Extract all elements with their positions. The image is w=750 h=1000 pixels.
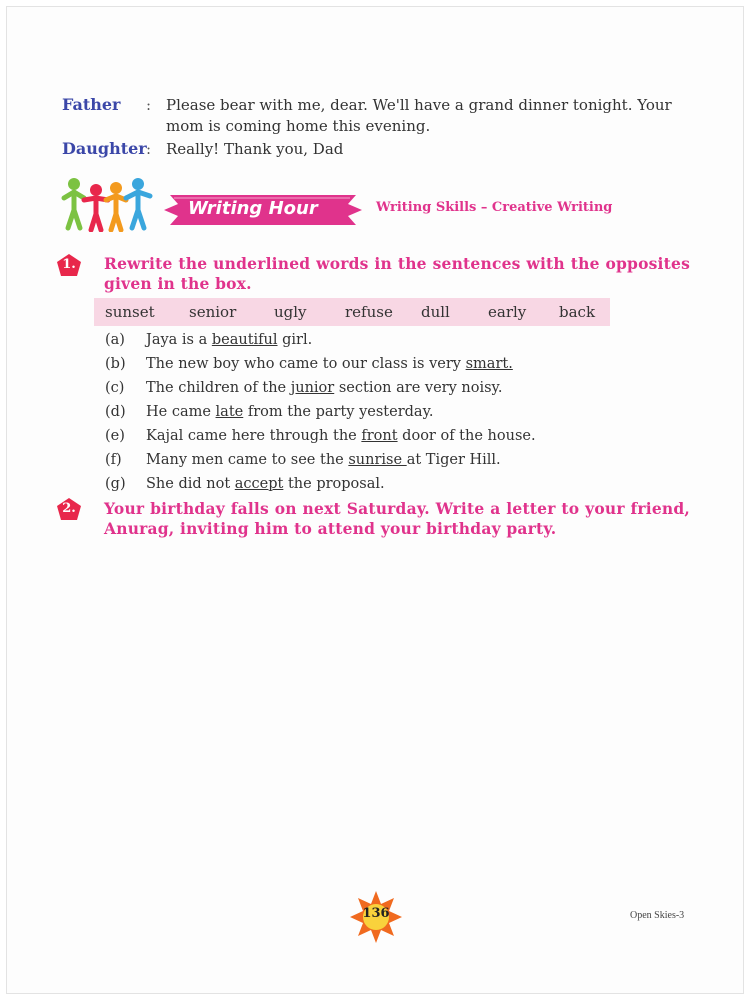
writing-skills-heading: Writing Skills – Creative Writing (376, 200, 613, 215)
question-number-2: 2. (62, 501, 76, 516)
item-label: (a) (105, 332, 125, 348)
speaker-father: Father (62, 95, 121, 114)
item-label: (g) (105, 476, 126, 492)
question-number-1: 1. (62, 257, 76, 272)
book-title-footer: Open Skies-3 (630, 910, 685, 921)
question-1-line-1: Rewrite the underlined words in the sentences with the opposites (104, 254, 690, 273)
underlined-word: sunrise (348, 452, 407, 468)
underlined-word: smart. (465, 356, 513, 372)
speaker-daughter: Daughter (62, 139, 147, 158)
item-sentence: The children of the junior section are very noisy. (146, 380, 503, 396)
word-box-word: early (488, 303, 527, 321)
question-2-line-2: Anurag, inviting him to attend your birthday party. (104, 519, 557, 538)
item-sentence: Kajal came here through the front door of the house. (146, 428, 536, 444)
question-2-line-1: Your birthday falls on next Saturday. Write a letter to your friend, (104, 499, 690, 518)
word-box-word: ugly (274, 303, 307, 321)
item-label: (b) (105, 356, 126, 372)
underlined-word: accept (234, 476, 284, 492)
item-label: (c) (105, 380, 125, 396)
word-box-word: refuse (345, 303, 393, 321)
word-box-word: senior (189, 303, 237, 321)
item-sentence: Many men came to see the sunrise at Tiger Hill. (146, 452, 501, 468)
item-sentence: Jaya is a beautiful girl. (146, 332, 313, 348)
underlined-word: beautiful (211, 332, 278, 348)
daughter-line-1: Really! Thank you, Dad (166, 140, 344, 158)
item-sentence: The new boy who came to our class is very smart. (146, 356, 513, 372)
page-number: 136 (362, 906, 390, 921)
underlined-word: junior (290, 380, 335, 396)
children-holding-hands-icon (60, 176, 154, 232)
word-box-word: back (559, 303, 596, 321)
item-label: (f) (105, 452, 122, 468)
father-line-1: Please bear with me, dear. We'll have a grand dinner tonight. Your (166, 96, 672, 114)
item-label: (d) (105, 404, 126, 420)
writing-hour-label: Writing Hour (188, 198, 318, 219)
question-1-line-2: given in the box. (104, 274, 252, 293)
item-label: (e) (105, 428, 125, 444)
underlined-word: late (215, 404, 244, 420)
word-box-word: sunset (105, 303, 155, 321)
speaker-colon: : (146, 96, 152, 114)
item-sentence: She did not accept the proposal. (146, 476, 385, 492)
underlined-word: front (361, 428, 398, 444)
speaker-colon: : (146, 140, 152, 158)
item-sentence: He came late from the party yesterday. (146, 404, 434, 420)
word-box-word: dull (421, 303, 450, 321)
father-line-2: mom is coming home this evening. (166, 117, 431, 135)
